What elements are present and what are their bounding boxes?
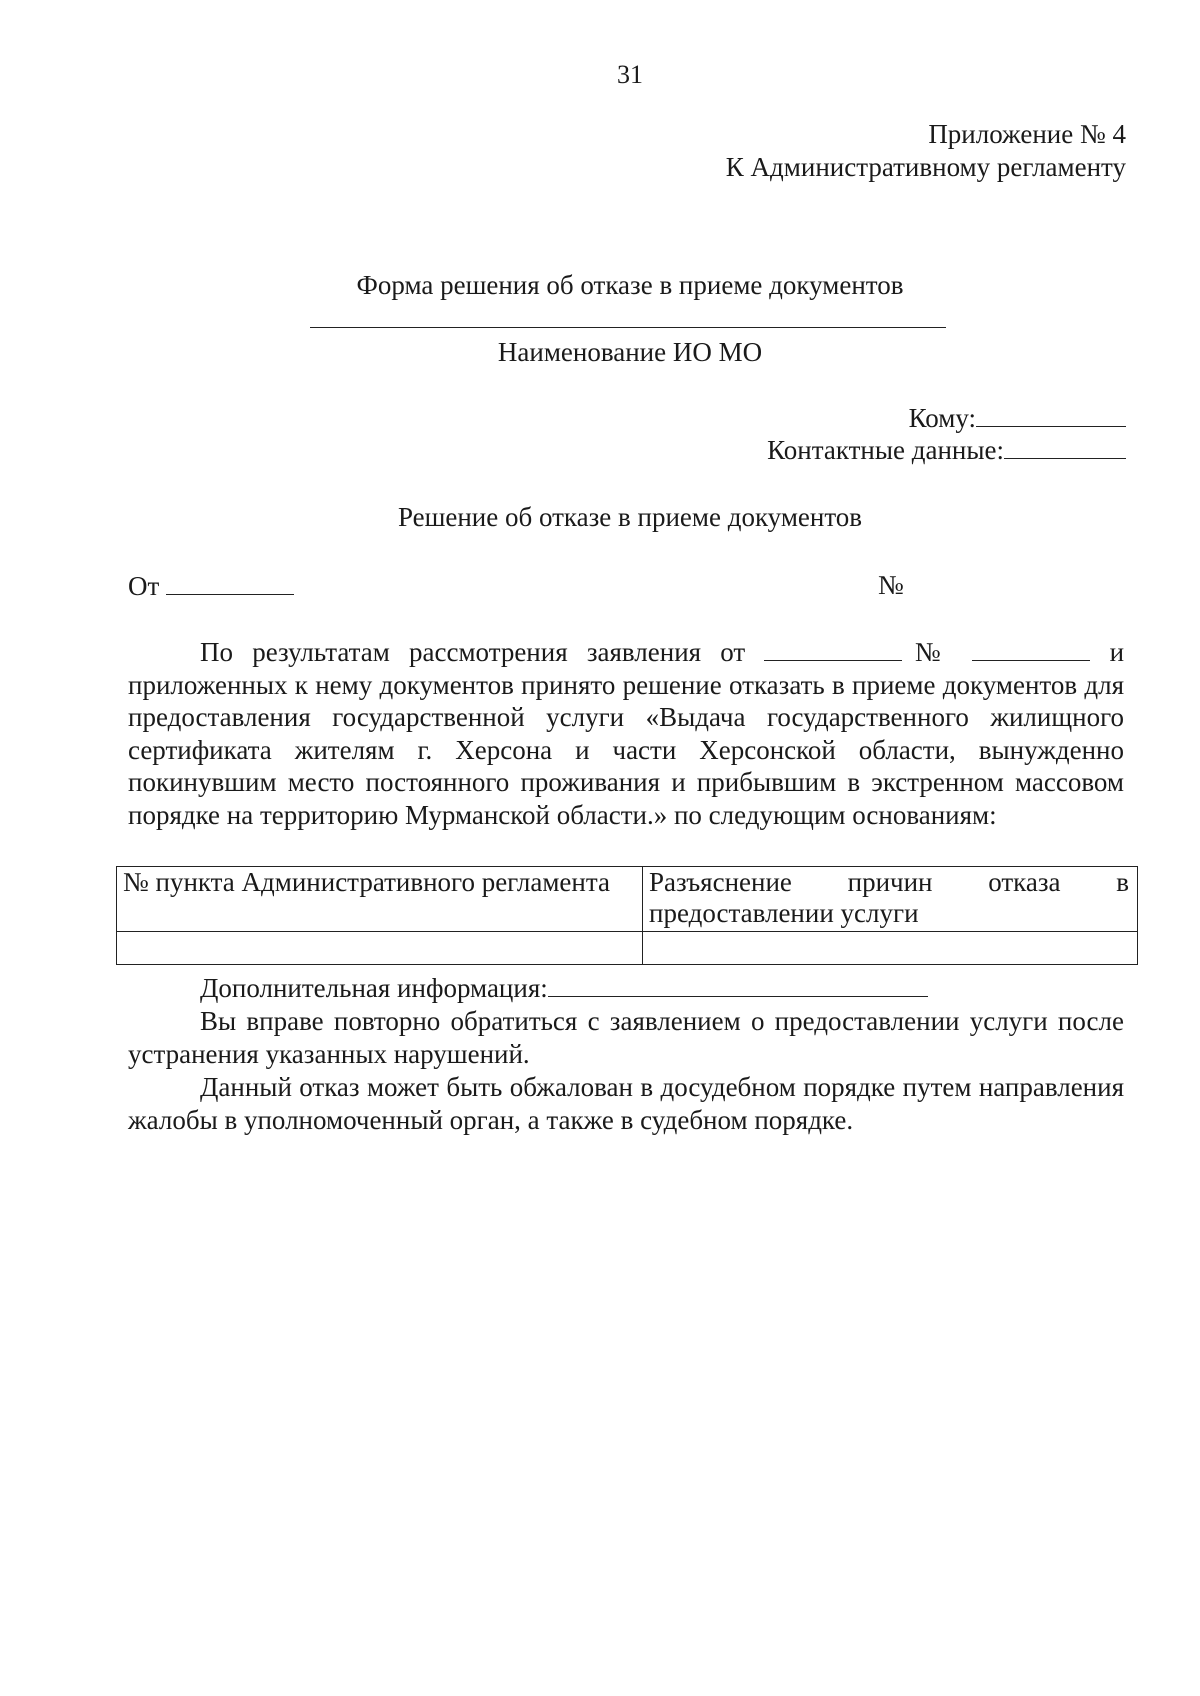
organization-name-caption: Наименование ИО МО — [497, 337, 763, 367]
recipient-label: Кому: — [908, 403, 976, 433]
refusal-reasons-table — [116, 866, 1138, 965]
application-number-label: № — [902, 637, 954, 667]
appeal-paragraph: Данный отказ может быть обжалован в досудебном порядке путем направления жалобы в уполномоченный орган, а также в судебном порядке. — [128, 1072, 1124, 1135]
date-blank-field — [166, 570, 294, 595]
appendix-header — [726, 118, 1126, 184]
date-label: От — [128, 571, 160, 601]
organization-name-line — [310, 327, 946, 328]
table-cell-empty — [117, 932, 643, 965]
form-title: Форма решения об отказе в приеме документов — [356, 270, 904, 300]
body-main-text: приложенных к нему документов принято решение отказать в приеме документов для предоставления государственной услуги «Выдача государственного жилищного сертификата жителям г. Херсона и части Херсонской области, вынужденно покинувшим место постоянного проживания и прибывшим в экстренном массовом порядке на территорию Мурманской области.» по следующим основаниям: — [128, 669, 1124, 830]
body-intro-text: По результатам рассмотрения заявления от — [200, 637, 746, 667]
table-cell-empty — [643, 932, 1138, 965]
additional-info-blank-field — [548, 972, 928, 997]
recipient-blank-field — [976, 402, 1126, 427]
closing-section — [128, 972, 1124, 1137]
appendix-reference: К Административному регламенту — [725, 152, 1126, 182]
appendix-number: Приложение № 4 — [928, 119, 1126, 149]
retry-paragraph: Вы вправе повторно обратиться с заявлением о предоставлении услуги после устранения указанных нарушений. — [128, 1006, 1124, 1069]
page-number: 31 — [617, 60, 643, 89]
decision-title: Решение об отказе в приеме документов — [397, 502, 863, 532]
table-header-regulation-clause: № пункта Административного регламента — [117, 867, 643, 932]
decision-body-paragraph — [128, 636, 1124, 831]
body-and-word: и — [1109, 637, 1125, 667]
application-date-blank — [764, 638, 902, 661]
additional-info-row — [128, 972, 1124, 1005]
table-header-refusal-explanation: Разъяснение причин отказа в предоставлении услуги — [643, 867, 1138, 932]
date-row — [128, 570, 294, 602]
decision-number-label: № — [878, 570, 904, 600]
recipient-row — [909, 402, 1126, 434]
contacts-label: Контактные данные: — [767, 435, 1004, 465]
contacts-blank-field — [1004, 434, 1126, 459]
application-number-blank — [972, 638, 1090, 661]
additional-info-label: Дополнительная информация: — [200, 973, 548, 1003]
table-header-row — [117, 867, 1138, 932]
contacts-row — [767, 434, 1126, 466]
table-row — [117, 932, 1138, 965]
